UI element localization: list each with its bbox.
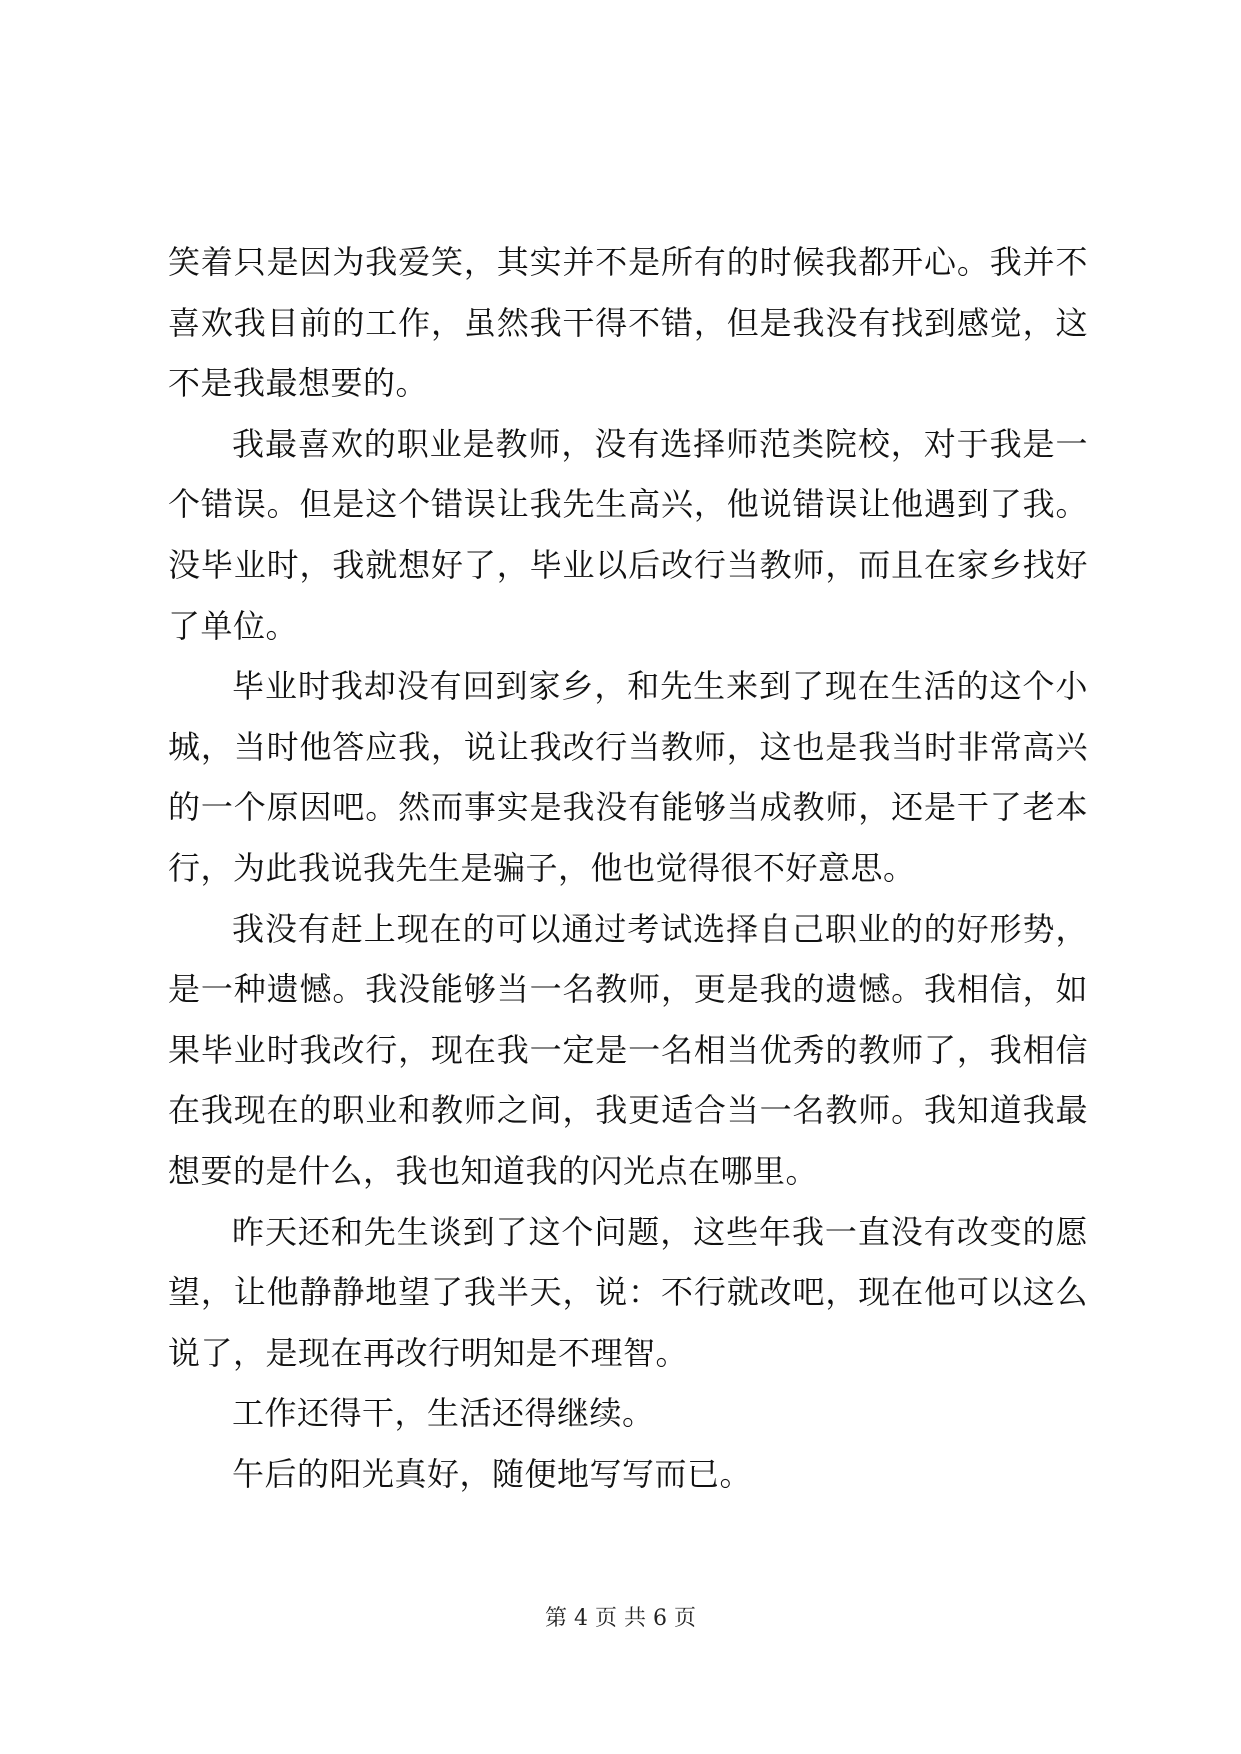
paragraph-6: 工作还得干，生活还得继续。 (232, 1394, 655, 1433)
page-number-footer: 第 4 页 共 6 页 (545, 1606, 696, 1631)
paragraph-1: 笑着只是因为我爱笑，其实并不是所有的时候我都开心。我并不喜欢我目前的工作，虽然我干得不错，但是我没有找到感觉，这不是我最想要的。 (168, 243, 1088, 403)
body-text (168, 232, 1088, 1504)
paragraph-3: 毕业时我却没有回到家乡，和先生来到了现在生活的这个小城，当时他答应我，说让我改行当教师，这也是我当时非常高兴的一个原因吧。然而事实是我没有能够当成教师，还是干了老本行，为此我说我先生是骗子，他也觉得很不好意思。 (168, 667, 1088, 887)
paragraph-5: 昨天还和先生谈到了这个问题，这些年我一直没有改变的愿望，让他静静地望了我半天，说：不行就改吧，现在他可以这么说了，是现在再改行明知是不理智。 (168, 1212, 1088, 1372)
paragraph-4: 我没有赶上现在的可以通过考试选择自己职业的的好形势，是一种遗憾。我没能够当一名教师，更是我的遗憾。我相信，如果毕业时我改行，现在我一定是一名相当优秀的教师了，我相信在我现在的职业和教师之间，我更适合当一名教师。我知道我最想要的是什么，我也知道我的闪光点在哪里。 (168, 909, 1088, 1190)
paragraph-2: 我最喜欢的职业是教师，没有选择师范类院校，对于我是一个错误。但是这个错误让我先生高兴，他说错误让他遇到了我。没毕业时，我就想好了，毕业以后改行当教师，而且在家乡找好了单位。 (168, 424, 1088, 645)
paragraph-7: 午后的阳光真好，随便地写写而已。 (232, 1454, 753, 1493)
